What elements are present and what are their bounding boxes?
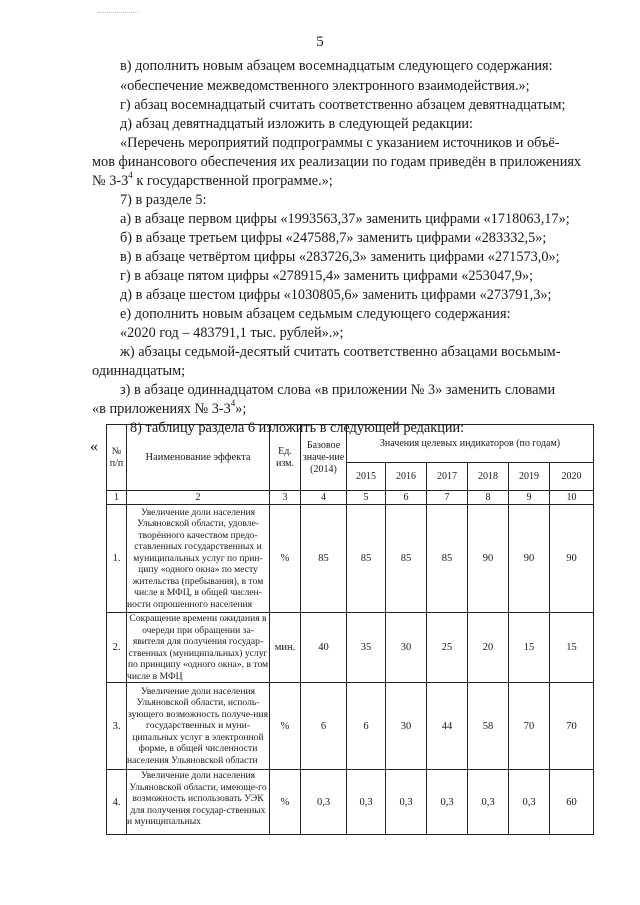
target-value: 0,3 bbox=[386, 770, 427, 835]
paragraph-line: д) в абзаце шестом цифры «1030805,6» заменить цифрами «273791,3»; bbox=[120, 287, 552, 303]
target-value: 70 bbox=[550, 683, 594, 770]
target-value: 44 bbox=[427, 683, 468, 770]
table-row bbox=[107, 505, 594, 613]
row-number: 3. bbox=[107, 683, 127, 770]
target-value: 90 bbox=[550, 505, 594, 613]
header-targets: Значения целевых индикаторов (по годам) bbox=[347, 425, 594, 463]
base-value: 85 bbox=[301, 505, 347, 613]
header-year: 2019 bbox=[509, 463, 550, 491]
target-value: 85 bbox=[427, 505, 468, 613]
scan-artifact bbox=[98, 12, 138, 15]
paragraph-line: е) дополнить новым абзацем седьмым следующего содержания: bbox=[120, 306, 511, 322]
header-base: Базовое значе-ние (2014) bbox=[301, 425, 347, 491]
base-value: 0,3 bbox=[301, 770, 347, 835]
base-value: 40 bbox=[301, 613, 347, 683]
page-number: 5 bbox=[316, 34, 324, 50]
paragraph-line: в) дополнить новым абзацем восемнадцатым следующего содержания: bbox=[120, 58, 553, 74]
target-value: 20 bbox=[468, 613, 509, 683]
target-value: 0,3 bbox=[509, 770, 550, 835]
column-number: 4 bbox=[301, 491, 347, 505]
paragraph-line: ж) абзацы седьмой-десятый считать соответственно абзацами восьмым- bbox=[120, 344, 561, 360]
unit-cell: % bbox=[270, 505, 301, 613]
base-value: 6 bbox=[301, 683, 347, 770]
effect-name: Увеличение доли населения Ульяновской области, исполь-зующего возможность получе-ния государственных и муни-ципальных услуг в электронной форме, в общей численности населения Ульяновской области bbox=[127, 683, 270, 770]
target-value: 60 bbox=[550, 770, 594, 835]
target-value: 90 bbox=[509, 505, 550, 613]
target-value: 90 bbox=[468, 505, 509, 613]
target-value: 35 bbox=[347, 613, 386, 683]
header-unit: Ед. изм. bbox=[270, 425, 301, 491]
effect-name-cell bbox=[127, 770, 270, 835]
paragraph-line: г) абзац восемнадцатый считать соответственно абзацем девятнадцатым; bbox=[120, 97, 566, 113]
target-value: 0,3 bbox=[468, 770, 509, 835]
paragraph-line: г) в абзаце пятом цифры «278915,4» заменить цифрами «253047,9»; bbox=[120, 268, 534, 284]
target-value: 15 bbox=[550, 613, 594, 683]
header-year: 2016 bbox=[386, 463, 427, 491]
paragraph-line: «в приложениях № $3-3^4$»; bbox=[92, 398, 247, 417]
paragraph-line: 7) в разделе 5: bbox=[120, 192, 207, 208]
header-name: Наименование эффекта bbox=[127, 425, 270, 491]
unit-cell: мин. bbox=[270, 613, 301, 683]
row-number: 2. bbox=[107, 613, 127, 683]
target-value: 30 bbox=[386, 683, 427, 770]
effect-name: Сокращение времени ожидания в очереди при обращении за-явителя для получения государ-ственных (муниципальных) услуг по принципу «одного окна», в том числе в МФЦ bbox=[127, 613, 269, 682]
paragraph-line: 8) таблицу раздела 6 изложить в следующей редакции: bbox=[130, 420, 465, 436]
target-value: 15 bbox=[509, 613, 550, 683]
table-open-quote: « bbox=[90, 438, 98, 455]
unit-cell: % bbox=[270, 683, 301, 770]
target-value: 85 bbox=[386, 505, 427, 613]
target-value: 70 bbox=[509, 683, 550, 770]
column-number: 3 bbox=[270, 491, 301, 505]
paragraph-line: № $3-3^4$ к государственной программе.»; bbox=[92, 170, 333, 189]
effects-table bbox=[106, 424, 594, 835]
paragraph-line: а) в абзаце первом цифры «1993563,37» заменить цифрами «1718063,17»; bbox=[120, 211, 570, 227]
column-number: 8 bbox=[468, 491, 509, 505]
column-number: 9 bbox=[509, 491, 550, 505]
unit-cell: % bbox=[270, 770, 301, 835]
target-value: 0,3 bbox=[427, 770, 468, 835]
column-number: 10 bbox=[550, 491, 594, 505]
header-year: 2020 bbox=[550, 463, 594, 491]
column-number: 7 bbox=[427, 491, 468, 505]
header-year: 2017 bbox=[427, 463, 468, 491]
target-value: 30 bbox=[386, 613, 427, 683]
effect-name: Увеличение доли населения Ульяновской области, удовле-творённого качеством предо-ставленных государственных и муниципальных услуг по прин-ципу «одного окна» по месту жительства (пребывания), в том числе в МФЦ, в общей числен-ности опрошенного населения bbox=[127, 505, 270, 613]
table-row bbox=[107, 683, 594, 770]
paragraph-line: «2020 год – 483791,1 тыс. рублей».»; bbox=[120, 325, 344, 341]
target-value: 0,3 bbox=[347, 770, 386, 835]
row-number: 1. bbox=[107, 505, 127, 613]
paragraph-line: одиннадцатым; bbox=[92, 363, 186, 379]
target-value: 6 bbox=[347, 683, 386, 770]
header-year: 2018 bbox=[468, 463, 509, 491]
target-value: 85 bbox=[347, 505, 386, 613]
column-number: 1 bbox=[107, 491, 127, 505]
paragraph-line: з) в абзаце одиннадцатом слова «в приложении № 3» заменить словами bbox=[120, 382, 556, 398]
column-number-row bbox=[107, 491, 594, 505]
table-row bbox=[107, 770, 594, 835]
target-value: 25 bbox=[427, 613, 468, 683]
column-number: 6 bbox=[386, 491, 427, 505]
column-number: 2 bbox=[127, 491, 270, 505]
table-row bbox=[107, 613, 594, 683]
row-number: 4. bbox=[107, 770, 127, 835]
column-number: 5 bbox=[347, 491, 386, 505]
paragraph-line: д) абзац девятнадцатый изложить в следующей редакции: bbox=[120, 116, 473, 132]
header-year: 2015 bbox=[347, 463, 386, 491]
paragraph-line: «обеспечение межведомственного электронного взаимодействия.»; bbox=[120, 78, 530, 94]
effect-name: Увеличение доли населения Ульяновской области, имеюще-го возможность использовать УЭК для получения государ-ственных и муниципальных bbox=[127, 770, 267, 827]
paragraph-line: «Перечень мероприятий подпрограммы с указанием источников и объё- bbox=[120, 135, 560, 151]
target-value: 58 bbox=[468, 683, 509, 770]
header-num: № п/п bbox=[107, 425, 127, 491]
paragraph-line: в) в абзаце четвёртом цифры «283726,3» заменить цифрами «271573,0»; bbox=[120, 249, 560, 265]
paragraph-line: мов финансового обеспечения их реализации по годам приведён в приложениях bbox=[92, 154, 582, 170]
paragraph-line: б) в абзаце третьем цифры «247588,7» заменить цифрами «283332,5»; bbox=[120, 230, 547, 246]
